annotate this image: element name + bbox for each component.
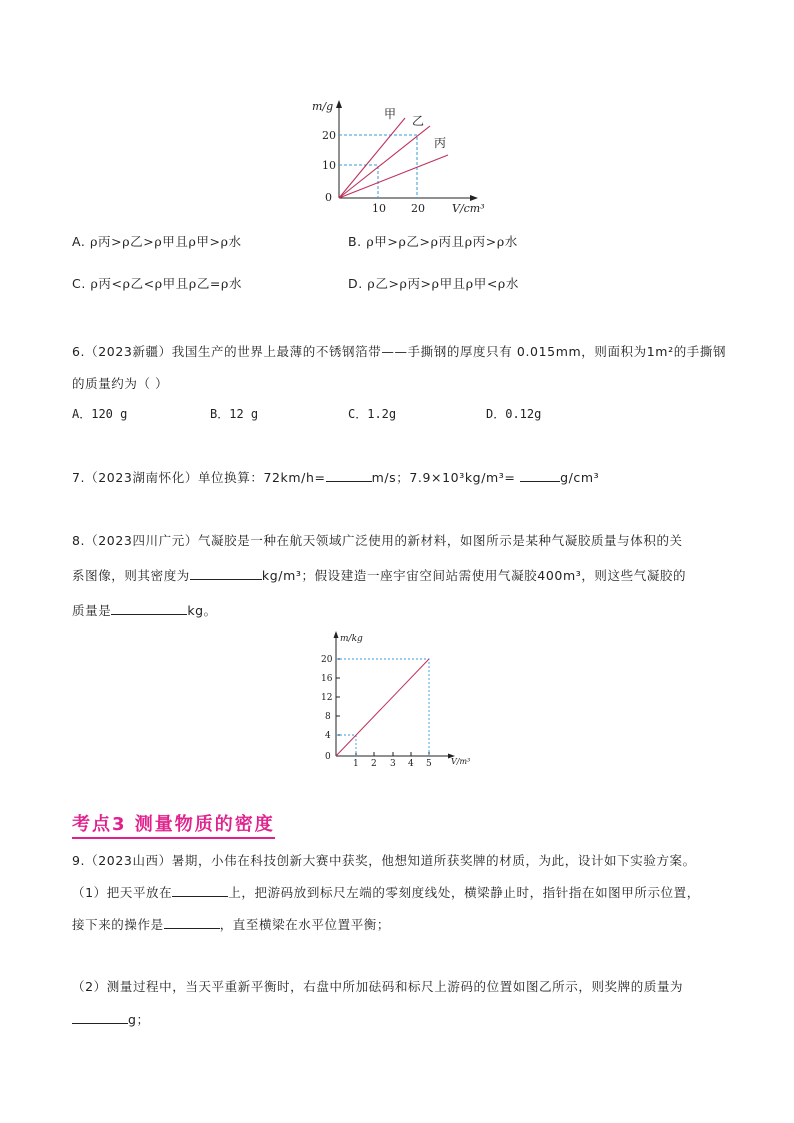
- q6-option-c: C．1.2g: [348, 407, 397, 421]
- label-bing: 丙: [434, 136, 447, 150]
- fig2-xlabel: V/m³: [451, 757, 471, 766]
- line-yi: [339, 126, 430, 198]
- fig1-xlabel: V/cm³: [452, 202, 485, 215]
- fig1-ytick-10: 10: [322, 159, 336, 172]
- q5-option-b: B. ρ甲>ρ乙>ρ丙且ρ丙>ρ水: [348, 234, 518, 249]
- mass-volume-graph-1: [300, 98, 500, 218]
- q9-blank-2[interactable]: [164, 916, 220, 929]
- q7-blank-2[interactable]: [520, 469, 560, 482]
- q8-blank-2[interactable]: [111, 602, 187, 615]
- q9-blank-1[interactable]: [172, 884, 228, 897]
- q9-stem-line3: 接下来的操作是 ，直至横梁在水平位置平衡；: [72, 917, 391, 932]
- line-bing: [339, 155, 448, 198]
- fig2-ylabel: m/kg: [340, 634, 363, 644]
- fig1-origin: 0: [325, 191, 332, 204]
- fig2-ytick-20: 20: [321, 655, 333, 665]
- fig1-xtick-10: 10: [372, 202, 386, 215]
- fig2-xtick-4: 4: [408, 759, 414, 768]
- fig2-ytick-8: 8: [325, 712, 331, 722]
- section-heading: 考点3 测量物质的密度: [72, 810, 275, 839]
- aerogel-line: [336, 659, 429, 756]
- q9-stem-line5: g；: [72, 1010, 150, 1028]
- q8-stem-line3: 质量是 kg。: [72, 603, 217, 618]
- q8-blank-1[interactable]: [190, 567, 262, 580]
- q6-option-b: B．12 g: [210, 407, 259, 421]
- line-jia: [339, 118, 405, 198]
- q9-stem-line1: 9.（2023山西）暑期，小伟在科技创新大赛中获奖，他想知道所获奖牌的材质，为此，设计如下实验方案。: [72, 853, 696, 868]
- q5-option-c: C. ρ丙<ρ乙<ρ甲且ρ乙=ρ水: [72, 276, 243, 291]
- q5-option-a: A. ρ丙>ρ乙>ρ甲且ρ甲>ρ水: [72, 234, 242, 249]
- q7-stem: 7.（2023湖南怀化）单位换算：72km/h= m/s；7.9×10³kg/m³= g/cm³: [72, 470, 600, 485]
- q9-stem-line4: （2）测量过程中，当天平重新平衡时，右盘中所加砝码和标尺上游码的位置如图乙所示，则奖牌的质量为: [72, 979, 684, 994]
- fig2-xtick-2: 2: [371, 759, 377, 768]
- fig1-ylabel: m/g: [312, 100, 334, 113]
- fig2-xtick-1: 1: [353, 759, 359, 768]
- fig2-ytick-16: 16: [321, 674, 333, 684]
- q6-stem-line1: 6.（2023新疆）我国生产的世界上最薄的不锈钢箔带——手撕钢的厚度只有 0.015mm，则面积为1m²的手撕钢: [72, 344, 727, 359]
- q9-stem-line2: （1）把天平放在 上，把游码放到标尺左端的零刻度线处，横梁静止时，指针指在如图甲所示位置，: [72, 885, 700, 900]
- fig1-ytick-20: 20: [322, 129, 336, 142]
- fig2-xtick-3: 3: [390, 759, 396, 768]
- fig2-origin: 0: [325, 752, 331, 762]
- fig2-ytick-4: 4: [325, 731, 331, 741]
- fig2-ytick-12: 12: [321, 693, 333, 703]
- q5-option-d: D. ρ乙>ρ丙>ρ甲且ρ甲<ρ水: [348, 276, 519, 291]
- q6-stem-line2: 的质量约为（ ）: [72, 376, 169, 391]
- mass-volume-graph-2: [318, 628, 478, 768]
- q8-stem-line1: 8.（2023四川广元）气凝胶是一种在航天领域广泛使用的新材料，如图所示是某种气凝胶质量与体积的关: [72, 533, 683, 548]
- label-jia: 甲: [384, 107, 397, 121]
- label-yi: 乙: [412, 114, 425, 128]
- q7-blank-1[interactable]: [326, 469, 372, 482]
- fig2-xtick-5: 5: [426, 759, 432, 768]
- q6-option-d: D．0.12g: [486, 407, 542, 421]
- fig1-xtick-20: 20: [411, 202, 425, 215]
- q9-blank-3[interactable]: [72, 1011, 128, 1024]
- q6-option-a: A．120 g: [72, 407, 128, 421]
- q8-stem-line2: 系图像，则其密度为 kg/m³；假设建造一座宇宙空间站需使用气凝胶400m³，则这些气凝胶的: [72, 568, 687, 583]
